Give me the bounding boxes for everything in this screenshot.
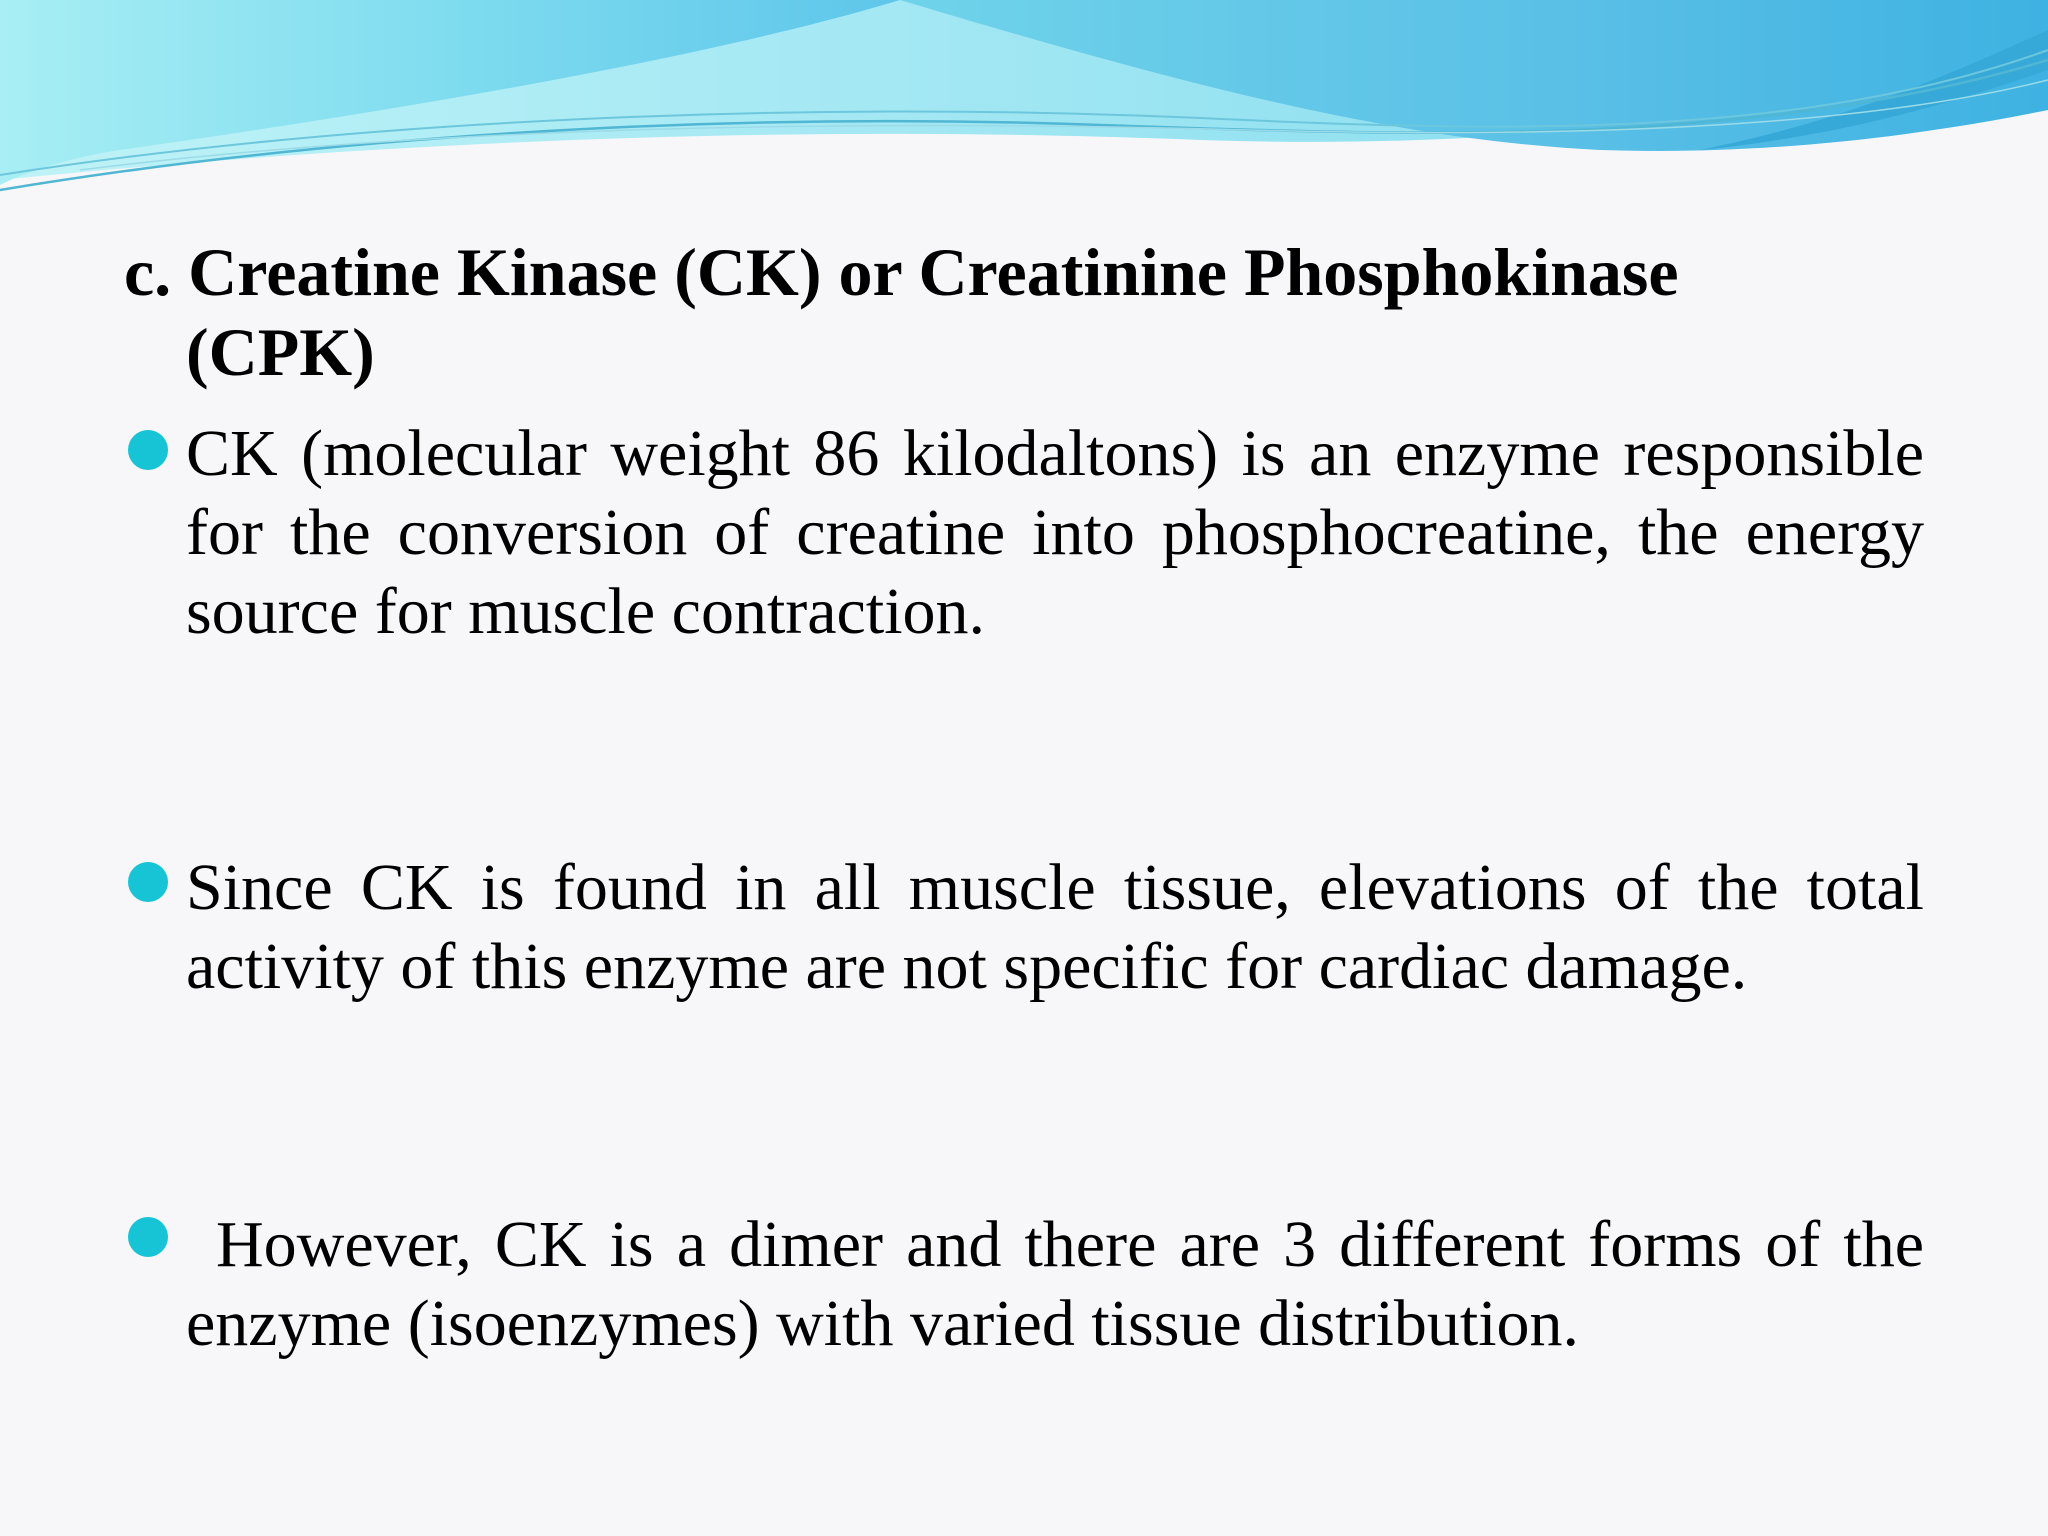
bullet-item-1	[124, 414, 1924, 651]
bullet-text-1: CK (molecular weight 86 kilodaltons) is an enzyme responsible for the conversion of creatine into phosphocreatine, the energy source for muscle contraction.	[186, 417, 1924, 648]
wave-header-decoration	[0, 0, 2048, 240]
bullet-dot-icon	[128, 1217, 168, 1257]
slide-title	[124, 232, 1924, 392]
bullet-dot-icon	[128, 862, 168, 902]
bullet-item-3	[124, 1205, 1924, 1363]
bullet-dot-icon	[128, 430, 168, 470]
slide-title-line1: c. Creatine Kinase (CK) or Creatinine Phosphokinase	[124, 234, 1679, 310]
bullet-item-2	[124, 848, 1924, 1006]
bullet-text-3: However, CK is a dimer and there are 3 different forms of the enzyme (isoenzymes) with varied tissue distribution.	[186, 1208, 1924, 1360]
slide-title-line2: (CPK)	[186, 314, 375, 390]
bullet-text-2: Since CK is found in all muscle tissue, elevations of the total activity of this enzyme are not specific for cardiac damage.	[186, 851, 1924, 1003]
